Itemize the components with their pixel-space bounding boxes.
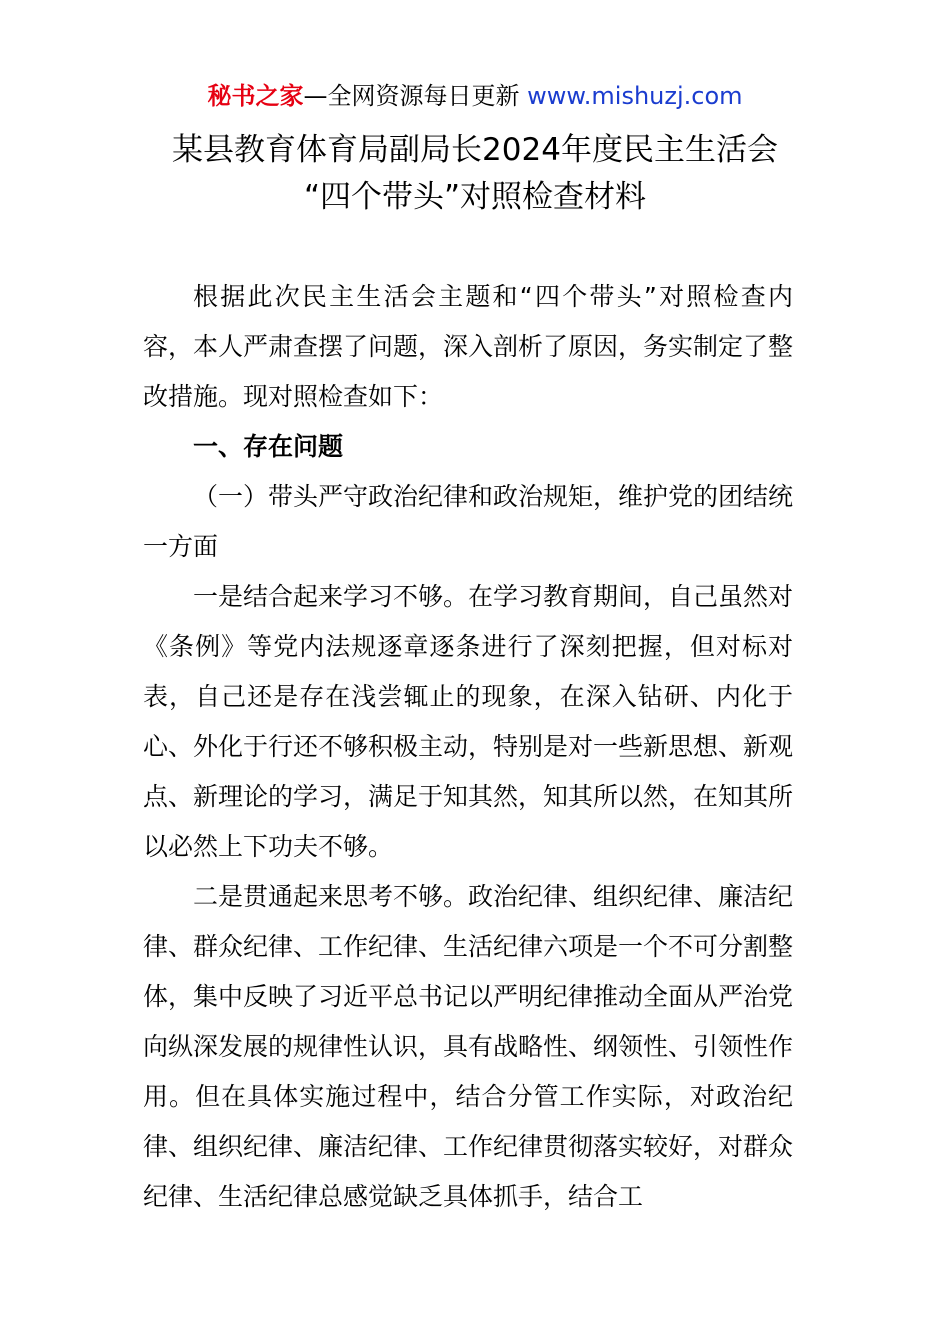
document-body xyxy=(143,272,793,1222)
document-title-line-1: 某县教育体育局副局长2024年度民主生活会 xyxy=(172,132,778,168)
body-paragraph-2: 二是贯通起来思考不够。政治纪律、组织纪律、廉洁纪律、群众纪律、工作纪律、生活纪律六项是一个不可分割整体，集中反映了习近平总书记以严明纪律推动全面从严治党向纵深发展的规律性认识，具有战略性、纲领性、引领性作用。但在具体实施过程中，结合分管工作实际，对政治纪律、组织纪律、廉洁纪律、工作纪律贯彻落实较好，对群众纪律、生活纪律总感觉缺乏具体抓手，结合工 xyxy=(143,882,794,1211)
document-title-line-2: “四个带头”对照检查材料 xyxy=(303,179,647,215)
header-slogan: —全网资源每日更新 xyxy=(303,82,528,110)
intro-paragraph: 根据此次民主生活会主题和“四个带头”对照检查内容，本人严肃查摆了问题，深入剖析了原因，务实制定了整改措施。现对照检查如下： xyxy=(143,282,794,411)
site-url[interactable]: www.mishuzj.com xyxy=(527,82,743,110)
site-header xyxy=(0,80,950,112)
section-heading: 一、存在问题 xyxy=(193,432,344,461)
subsection-heading: （一）带头严守政治纪律和政治规矩，维护党的团结统一方面 xyxy=(143,482,794,561)
body-paragraph-1: 一是结合起来学习不够。在学习教育期间，自己虽然对《条例》等党内法规逐章逐条进行了深刻把握，但对标对表，自己还是存在浅尝辄止的现象，在深入钻研、内化于心、外化于行还不够积极主动，特别是对一些新思想、新观点、新理论的学习，满足于知其然，知其所以然，在知其所以必然上下功夫不够。 xyxy=(143,582,794,861)
brand-name: 秘书之家 xyxy=(207,82,304,110)
